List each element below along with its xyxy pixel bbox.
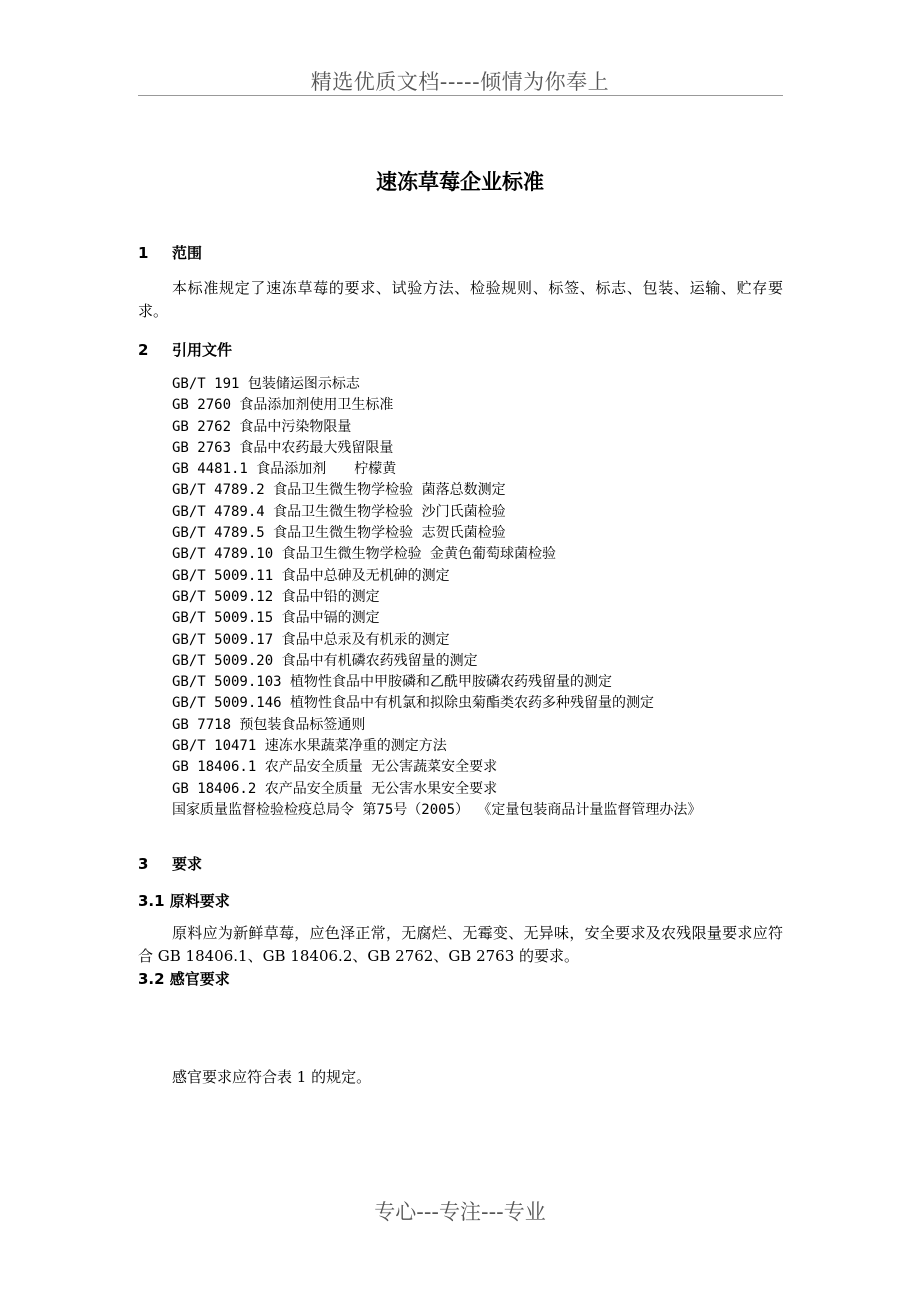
reference-item: GB 18406.1 农产品安全质量 无公害蔬菜安全要求	[172, 759, 498, 776]
reference-item: GB/T 4789.10 食品卫生微生物学检验 金黄色葡萄球菌检验	[172, 546, 557, 563]
reference-item: GB 7718 预包装食品标签通则	[172, 716, 366, 733]
reference-item: GB/T 191 包装储运图示标志	[172, 376, 360, 392]
section-2-number: 2	[138, 341, 149, 359]
reference-item: GB/T 5009.11 食品中总砷及无机砷的测定	[172, 567, 450, 584]
section-2-title: 引用文件	[172, 341, 233, 359]
reference-item: GB/T 4789.4 食品卫生微生物学检验 沙门氏菌检验	[172, 503, 506, 520]
section-3-heading	[138, 853, 202, 874]
section-3-title: 要求	[172, 855, 203, 873]
reference-item: GB/T 5009.12 食品中铅的测定	[172, 588, 380, 605]
reference-item: GB/T 4789.5 食品卫生微生物学检验 志贺氏菌检验	[172, 525, 506, 542]
page-header: 精选优质文档-----倾情为你奉上	[310, 70, 610, 94]
header-divider	[138, 95, 783, 96]
section-1-number: 1	[138, 244, 149, 262]
section-3-number: 3	[138, 855, 149, 873]
section-3-1-body: 原料应为新鲜草莓，应色泽正常，无腐烂、无霉变、无异味，安全要求及农残限量要求应符合 GB 18406.1、GB 18406.2、GB 2762、GB 2763 的要求。	[138, 924, 783, 965]
reference-item: GB/T 5009.17 食品中总汞及有机汞的测定	[172, 631, 450, 648]
reference-item: GB/T 10471 速冻水果蔬菜净重的测定方法	[172, 738, 447, 755]
reference-item: GB 18406.2 农产品安全质量 无公害水果安全要求	[172, 780, 498, 797]
reference-item: GB/T 5009.146 植物性食品中有机氯和拟除虫菊酯类农药多种残留量的测定	[172, 695, 655, 712]
reference-item: GB 2762 食品中污染物限量	[172, 418, 352, 435]
reference-item: GB 4481.1 食品添加剂 柠檬黄	[172, 461, 397, 478]
reference-item: GB 2760 食品添加剂使用卫生标准	[172, 397, 394, 414]
reference-item: GB/T 5009.20 食品中有机磷农药残留量的测定	[172, 652, 478, 669]
page-footer: 专心---专注---专业	[374, 1200, 546, 1224]
document-title: 速冻草莓企业标准	[376, 170, 544, 194]
reference-item: GB 2763 食品中农药最大残留限量	[172, 439, 394, 456]
section-1-heading	[138, 242, 202, 263]
section-3-1-heading: 3.1 原料要求	[138, 892, 230, 910]
section-2-heading	[138, 339, 232, 360]
reference-item: GB/T 4789.2 食品卫生微生物学检验 菌落总数测定	[172, 482, 506, 499]
section-3-2-heading: 3.2 感官要求	[138, 970, 230, 988]
section-3-2-body: 感官要求应符合表 1 的规定。	[172, 1068, 372, 1086]
reference-item: GB/T 5009.103 植物性食品中甲胺磷和乙酰甲胺磷农药残留量的测定	[172, 674, 613, 691]
reference-list	[172, 374, 792, 821]
section-1-title: 范围	[172, 244, 203, 262]
reference-item: 国家质量监督检验检疫总局令 第75号（2005） 《定量包装商品计量监督管理办法》	[172, 801, 702, 818]
reference-item: GB/T 5009.15 食品中镉的测定	[172, 610, 380, 627]
section-1-body: 本标准规定了速冻草莓的要求、试验方法、检验规则、标签、标志、包装、运输、贮存要求。	[138, 279, 783, 320]
